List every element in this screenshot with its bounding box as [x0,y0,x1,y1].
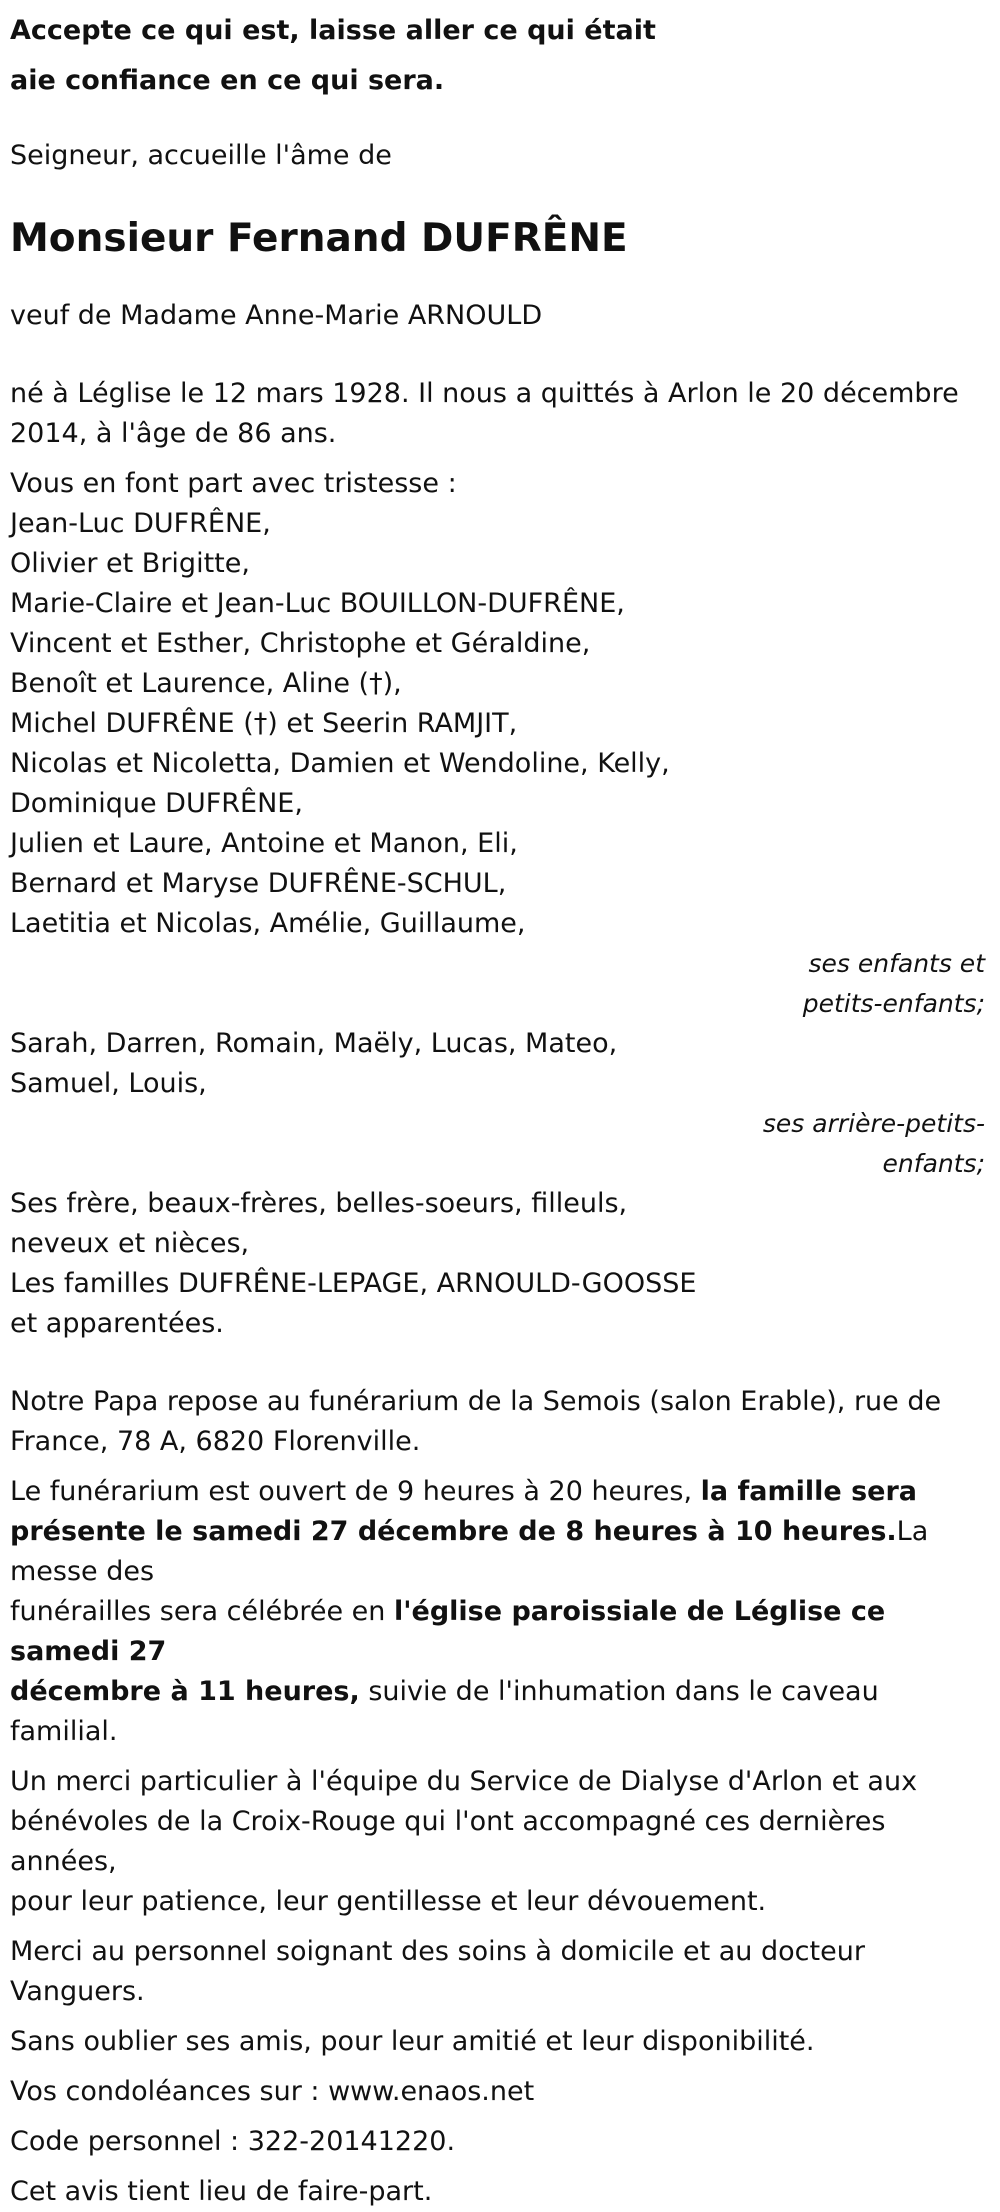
funeral-line-4-bold: décembre à 11 heures, [10,1676,360,1707]
list-item: Julien et Laure, Antoine et Manon, Eli, [10,828,518,859]
personal-code: Code personnel : 322-20141220. [10,2126,456,2157]
deceased-name: Monsieur Fernand DUFRÊNE [10,216,628,261]
list-item: Samuel, Louis, [10,1068,207,1099]
funeral-line-1-bold: la famille sera [700,1476,918,1507]
list-item: neveux et nièces, [10,1228,250,1259]
list-item: Jean-Luc DUFRÊNE, [10,508,271,539]
funeral-line-2 [10,1512,985,1592]
funeral-line-4 [10,1672,985,1752]
thanks-dialyse-line-1: Un merci particulier à l'équipe du Service de Dialyse d'Arlon et aux [10,1766,918,1797]
list-item: Les familles DUFRÊNE-LEPAGE, ARNOULD-GOOSSE [10,1268,697,1299]
children-role-line-1: ses enfants et [808,949,985,978]
birth-death-line-1: né à Léglise le 12 mars 1928. Il nous a quittés à Arlon le 20 décembre [10,378,959,409]
great-grandchildren-role-line-1: ses arrière-petits- [762,1109,985,1138]
great-grandchildren-role-label [10,1104,985,1184]
announcement-text: Vous en font part avec tristesse : [10,468,457,499]
funeral-details [10,1472,985,1752]
list-item: Laetitia et Nicolas, Amélie, Guillaume, [10,908,526,939]
thanks-friends: Sans oublier ses amis, pour leur amitié et leur disponibilité. [10,2026,815,2057]
repose-text [10,1382,985,1462]
list-item: Benoît et Laurence, Aline (†), [10,668,402,699]
funeral-line-3 [10,1592,985,1672]
spouse-text: veuf de Madame Anne-Marie ARNOULD [10,300,543,331]
closing-text: Cet avis tient lieu de faire-part. [10,2176,433,2207]
funeral-line-1-normal: Le funérarium est ouvert de 9 heures à 20 heures, [10,1476,701,1507]
motto [10,6,985,106]
funeral-line-3-normal: funérailles sera célébrée en [10,1596,394,1627]
list-item: Ses frère, beaux-frères, belles-soeurs, filleuls, [10,1188,628,1219]
list-item: Bernard et Maryse DUFRÊNE-SCHUL, [10,868,507,899]
motto-line-2: aie confiance en ce qui sera. [10,65,445,96]
list-item: Olivier et Brigitte, [10,548,250,579]
great-grandchildren-role-line-2: enfants; [882,1149,985,1178]
children-role-line-2: petits-enfants; [802,989,985,1018]
funeral-line-4-normal: suivie de l'inhumation dans le caveau familial. [10,1676,879,1747]
great-grandchildren-list [10,1024,985,1104]
children-role-label [10,944,985,1024]
repose-line-1: Notre Papa repose au funérarium de la Semois (salon Erable), rue de [10,1386,942,1417]
list-item: Nicolas et Nicoletta, Damien et Wendoline, Kelly, [10,748,670,779]
birth-death-text [10,374,985,454]
repose-line-2: France, 78 A, 6820 Florenville. [10,1426,421,1457]
birth-death-line-2: 2014, à l'âge de 86 ans. [10,418,337,449]
condolences-text: Vos condoléances sur : www.enaos.net [10,2076,535,2107]
funeral-line-2-normal: La messe des [10,1516,929,1587]
list-item: Marie-Claire et Jean-Luc BOUILLON-DUFRÊNE, [10,588,625,619]
list-item: et apparentées. [10,1308,224,1339]
list-item: Michel DUFRÊNE (†) et Seerin RAMJIT, [10,708,518,739]
funeral-line-1 [10,1472,985,1512]
motto-line-1: Accepte ce qui est, laisse aller ce qui était [10,15,656,46]
thanks-dialyse [10,1762,985,1922]
funeral-line-3-bold: l'église paroissiale de Léglise ce samedi 27 [10,1596,886,1667]
other-relatives-list [10,1184,985,1344]
thanks-care-line-1: Merci au personnel soignant des soins à domicile et au docteur [10,1936,865,1967]
funeral-line-2-bold: présente le samedi 27 décembre de 8 heures à 10 heures. [10,1516,897,1547]
list-item: Dominique DUFRÊNE, [10,788,303,819]
list-item: Vincent et Esther, Christophe et Géraldine, [10,628,591,659]
thanks-care [10,1932,985,2012]
thanks-dialyse-line-2: bénévoles de la Croix-Rouge qui l'ont accompagné ces dernières années, [10,1806,886,1877]
thanks-dialyse-line-3: pour leur patience, leur gentillesse et leur dévouement. [10,1886,767,1917]
thanks-care-line-2: Vanguers. [10,1976,145,2007]
intro-text: Seigneur, accueille l'âme de [10,140,392,171]
list-item: Sarah, Darren, Romain, Maëly, Lucas, Mateo, [10,1028,618,1059]
children-list [10,504,985,944]
